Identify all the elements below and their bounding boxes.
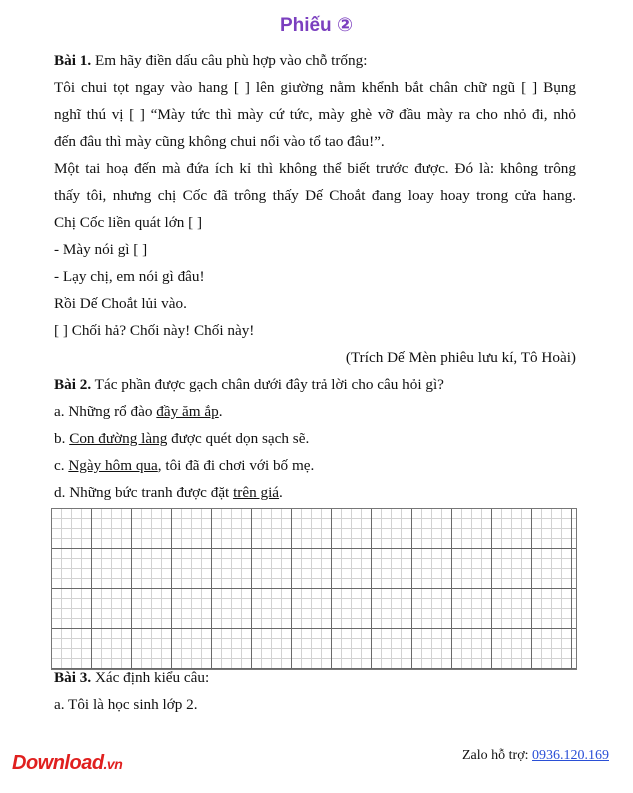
zalo-support xyxy=(462,748,609,764)
bai3-prompt: Xác định kiểu câu: xyxy=(94,669,210,686)
underlined-phrase: trên giá xyxy=(233,484,280,501)
bai1-line: - Mày nói gì [ ] xyxy=(54,241,148,258)
bai1-line: - Lạy chị, em nói gì đâu! xyxy=(54,268,205,285)
bai2-item-b xyxy=(54,425,576,452)
worksheet-body xyxy=(54,47,576,506)
download-vn-logo[interactable] xyxy=(12,752,122,775)
logo-main-text: Download xyxy=(12,752,104,774)
bai2-heading xyxy=(54,371,576,398)
worksheet-title: Phiếu ② xyxy=(279,15,354,36)
bai2-item-a xyxy=(54,398,576,425)
bai1-source: (Trích Dế Mèn phiêu lưu kí, Tô Hoài) xyxy=(345,349,576,366)
underlined-phrase: Con đường làng xyxy=(69,430,168,447)
item-text: d. Những bức tranh được đặt xyxy=(54,484,234,501)
zalo-phone-link[interactable]: 0936.120.169 xyxy=(532,748,609,763)
item-text: . xyxy=(279,484,283,501)
item-text: a. Những rổ đào xyxy=(54,403,157,420)
bai1-prompt: Em hãy điền dấu câu phù hợp vào chỗ trống: xyxy=(94,52,368,69)
bai1-line: Tôi chui tọt ngay vào hang [ ] lên giường nằm khểnh bắt chân chữ ngũ [ ] Bụng xyxy=(54,79,576,96)
writing-grid[interactable] xyxy=(51,508,577,670)
zalo-label: Zalo hỗ trợ: xyxy=(462,748,532,763)
bai2-prompt: Tác phần được gạch chân dưới đây trả lời cho câu hỏi gì? xyxy=(94,376,444,393)
item-text: . xyxy=(218,403,223,420)
worksheet-body-continued xyxy=(54,664,576,718)
bai1-line: Rồi Dế Choắt lủi vào. xyxy=(54,295,187,312)
item-text: b. xyxy=(54,430,70,447)
bai1-line: Một tai hoạ đến mà đứa ích kỉ thì không thể biết trước được. Đó là: không trông xyxy=(54,160,576,177)
bai2-label: Bài 2. xyxy=(54,376,92,393)
bai1-line: Chị Cốc liền quát lớn [ ] xyxy=(54,214,203,231)
underlined-phrase: Ngày hôm qua xyxy=(68,457,158,474)
item-text: được quét dọn sạch sẽ. xyxy=(167,430,310,447)
bai2-item-d xyxy=(54,479,576,506)
logo-suffix-text: .vn xyxy=(103,756,123,772)
bai3-heading xyxy=(54,664,576,691)
bai2-item-c xyxy=(54,452,576,479)
bai3-label: Bài 3. xyxy=(54,669,92,686)
bai1-label: Bài 1. xyxy=(54,52,92,69)
item-text: c. xyxy=(54,457,69,474)
item-text: , tôi đã đi chơi với bố mẹ. xyxy=(157,457,315,474)
bai3-item-a: a. Tôi là học sinh lớp 2. xyxy=(54,696,198,713)
underlined-phrase: đầy ăm ắp xyxy=(156,403,219,420)
bai1-heading xyxy=(54,47,576,74)
bai1-line: đến đâu thì mày cũng không chui nổi vào tổ tao đâu!”. xyxy=(54,133,385,150)
bai1-line: [ ] Chối hả? Chối này! Chối này! xyxy=(54,322,255,339)
bai1-line: nghĩ thú vị [ ] “Mày tức thì mày cứ tức, mày ghè vỡ đầu mày ra cho nhỏ đi, nhỏ xyxy=(54,106,576,123)
bai1-line: thấy tôi, nhưng chị Cốc đã trông thấy Dế Choắt đang loay hoay trong cửa hang. xyxy=(54,187,576,204)
